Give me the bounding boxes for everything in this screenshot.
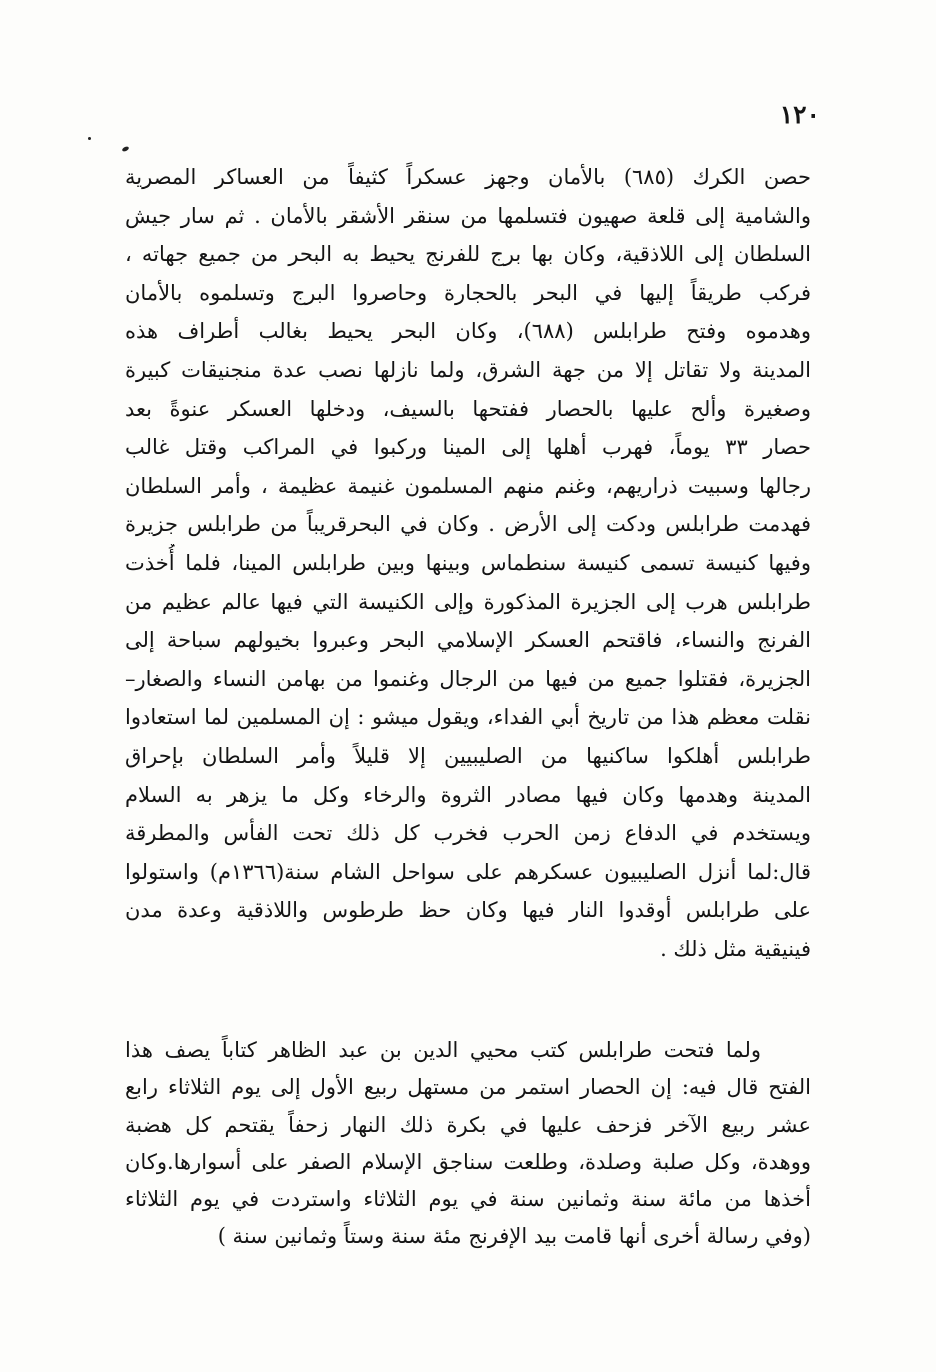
paragraph-1	[125, 158, 811, 968]
text-line: نقلت معظم هذا من تاريخ أبي الفداء، ويقول ميشو : إن المسلمين لما استعادوا	[125, 705, 811, 730]
text-line: طرابلس هرب إلى الجزيرة المذكورة وإلى الكنيسة التي فيها عالم عظيم من	[125, 589, 811, 614]
text-line: فهدمت طرابلس ودكت إلى الأرض . وكان في البحرقريباً من طرابلس جزيرة	[125, 512, 811, 537]
text-line: وفيها كنيسة تسمى كنيسة سنطماس وبينها وبين طرابلس المينا، فلما أُخذت	[125, 550, 811, 575]
text-line: (وفي رسالة أخرى أنها قامت بيد الإفرنج مئة سنة وستاً وثمانين سنة )	[217, 1224, 811, 1249]
text-line: على طرابلس أوقدوا النار فيها وكان حظ طرطوس واللاذقية وعدة مدن	[125, 898, 811, 923]
text-line: المدينة ولا تقاتل إلا من جهة الشرق، ولما نازلها نصب عدة منجنيقات كبيرة	[125, 357, 811, 382]
ink-speck	[88, 137, 91, 140]
text-line: حصار ٣٣ يوماً، فهرب أهلها إلى المينا وركبوا في المراكب وقتل غالب	[125, 435, 811, 460]
paragraph-2	[125, 1032, 811, 1256]
text-line: حصن الكرك (٦٨٥) بالأمان وجهز عسكراً كثيفاً من العساكر المصرية	[125, 165, 811, 189]
text-line: وصغيرة وألح عليها بالحصار ففتحها بالسيف، ودخلها العسكر عنوةً بعد	[125, 396, 811, 421]
text-line: ويستخدم في الدفاع زمن الحرب فخرب كل ذلك تحت الفأس والمطرقة	[125, 821, 811, 846]
text-line: قال:لما أنزل الصليبيون عسكرهم على سواحل الشام سنة(١٣٦٦م) واستولوا	[125, 859, 811, 884]
text-line: الجزيرة، فقتلوا جميع من فيها من الرجال وغنموا من بهامن النساء والصغار–	[125, 666, 811, 691]
text-line: الفتح قال فيه: إن الحصار استمر من مستهل ربيع الأول إلى يوم الثلاثاء رابع	[125, 1075, 811, 1100]
text-line: ووهدة، وكل صلبة وصلدة، وطلعت سناجق الإسلام الصفر على أسوارها.وكان	[125, 1149, 811, 1174]
text-line: المدينة وهدمها وكان فيها مصادر الثروة والرخاء وكل ما يزهر به السلام	[125, 782, 811, 807]
text-line: فينيقية مثل ذلك .	[660, 936, 811, 961]
text-line: عشر ربيع الآخر فزحف عليها في بكرة ذلك النهار زحفاً يقتحم كل هضبة	[125, 1112, 811, 1137]
text-line: فركب طريقاً إليها في البحر بالحجارة وحاصروا البرج وتسلموه بالأمان	[125, 280, 811, 305]
text-line: أخذها من مائة سنة وثمانين سنة في يوم الثلاثاء واستردت في يوم الثلاثاء	[125, 1187, 811, 1212]
text-line: ولما فتحت طرابلس كتب محيي الدين بن عبد الظاهر كتاباً يصف هذا	[125, 1038, 761, 1062]
text-line: طرابلس أهلكوا ساكنيها من الصليبيين إلا قليلاً وأمر السلطان بإحراق	[125, 743, 811, 768]
text-line: رجالها وسبيت ذراريهم، وغنم منهم المسلمون غنيمة عظيمة ، وأمر السلطان	[125, 473, 811, 498]
text-line: الفرنج والنساء، فاقتحم العسكر الإسلامي البحر وعبروا بخيولهم سباحة إلى	[125, 628, 811, 653]
text-line: والشامية إلى قلعة صهيون فتسلمها من سنقر الأشقر بالأمان . ثم سار جيش	[125, 203, 811, 228]
text-line: السلطان إلى اللاذقية، وكان بها برج للفرنج يحيط به البحر من جميع جهاته ،	[125, 242, 811, 267]
page-number: ١٢٠	[779, 100, 820, 129]
text-line: وهدموه وفتح طرابلس (٦٨٨)، وكان البحر يحيط بغالب أطراف هذه	[125, 319, 811, 344]
ink-speck	[121, 146, 129, 153]
